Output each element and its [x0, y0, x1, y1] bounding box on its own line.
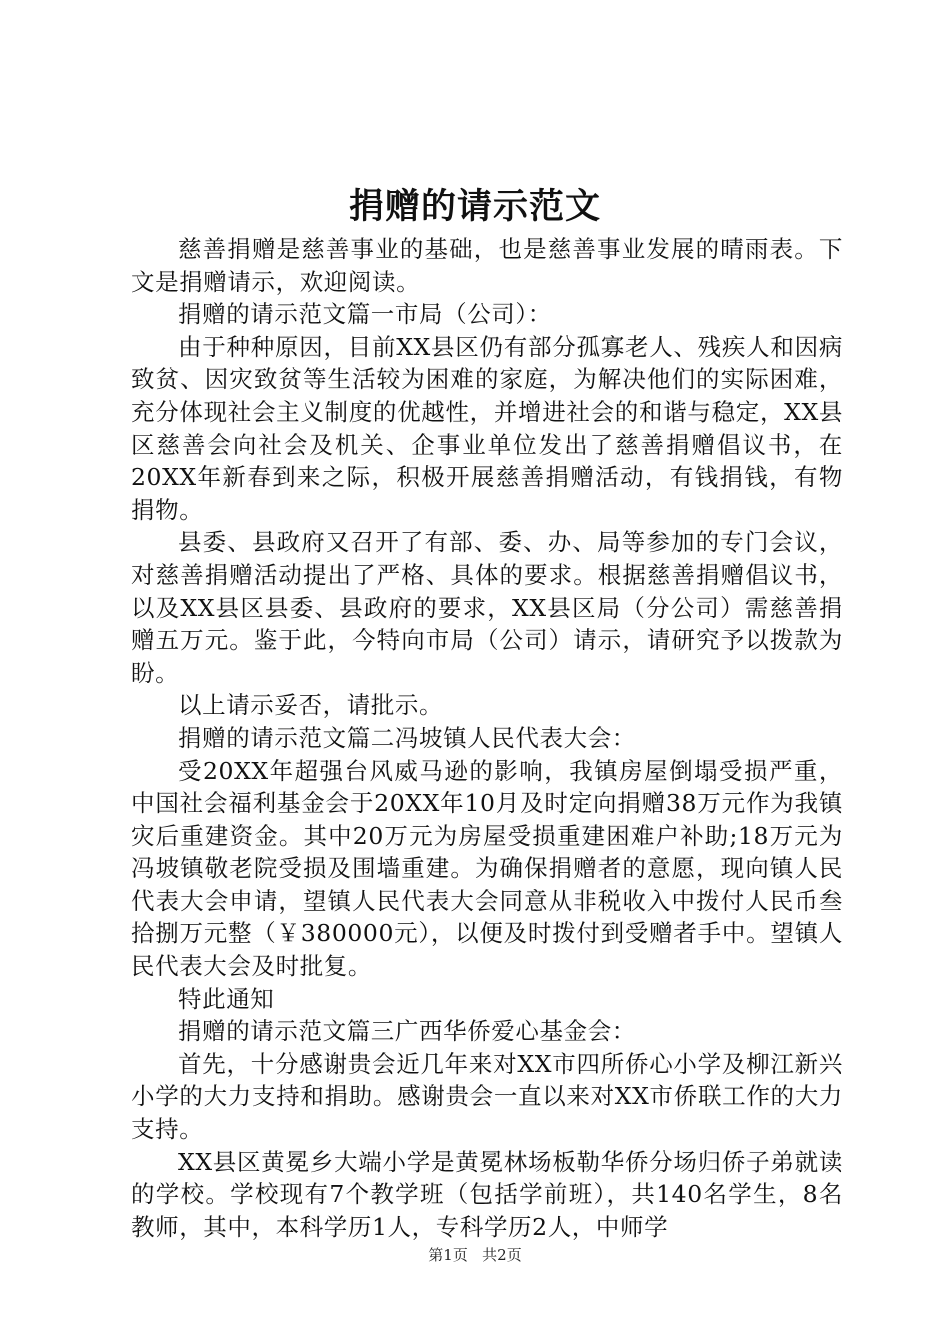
paragraph-2-closing: 特此通知: [178, 984, 275, 1013]
paragraph-heading-2: 捐赠的请示范文篇二冯坡镇人民代表大会：: [178, 723, 636, 752]
paragraph-1-reason: 由于种种原因，目前XX县区仍有部分孤寡老人、残疾人和因病致贫、因灾致贫等生活较为困难的家庭，为解决他们的实际困难，充分体现社会主义制度的优越性，并增进社会的和谐与稳定，XX县区慈善会向社会及机关、企事业单位发出了慈善捐赠倡议书，在20XX年新春到来之际，积极开展慈善捐赠活动，有钱捐钱，有物捐物。: [131, 332, 843, 524]
paragraph-1-closing: 以上请示妥否，请批示。: [178, 691, 444, 720]
paragraph-heading-1: 捐赠的请示范文篇一市局（公司）：: [178, 300, 552, 329]
paragraph-3-school: XX县区黄冕乡大端小学是黄冕林场板勒华侨分场归侨子弟就读的学校。学校现有7个教学班（包括学前班），共140名学生，8名教师，其中，本科学历1人，专科学历2人，中师学: [131, 1147, 843, 1241]
paragraph-heading-3: 捐赠的请示范文篇三广西华侨爱心基金会：: [178, 1017, 636, 1046]
paragraph-3-thanks: 首先，十分感谢贵会近几年来对XX市四所侨心小学及柳江新兴小学的大力支持和捐助。感谢贵会一直以来对XX市侨联工作的大力支持。: [131, 1049, 843, 1144]
document-body: [131, 233, 843, 1243]
paragraph-intro: 慈善捐赠是慈善事业的基础，也是慈善事业发展的晴雨表。下文是捐赠请示，欢迎阅读。: [131, 235, 843, 296]
paragraph-1-request: 县委、县政府又召开了有部、委、办、局等参加的专门会议，对慈善捐赠活动提出了严格、具体的要求。根据慈善捐赠倡议书，以及XX县区县委、县政府的要求，XX县区局（分公司）需慈善捐赠五万元。鉴于此，今特向市局（公司）请示，请研究予以拨款为盼。: [131, 528, 843, 687]
page-number-total: 共2页: [482, 1246, 522, 1264]
paragraph-2-body: 受20XX年超强台风威马逊的影响，我镇房屋倒塌受损严重，中国社会福利基金会于20XX年10月及时定向捐赠38万元作为我镇灾后重建资金。其中20万元为房屋受损重建困难户补助;18万元为冯坡镇敬老院受损及围墙重建。为确保捐赠者的意愿，现向镇人民代表大会申请，望镇人民代表大会同意从非税收入中拨付人民币叁拾捌万元整（￥380000元），以便及时拨付到受赠者手中。望镇人民代表大会及时批复。: [131, 756, 843, 981]
page-footer: [0, 1244, 950, 1266]
footer-separator: [473, 1246, 478, 1264]
document-title: 捐赠的请示范文: [348, 187, 601, 227]
page-number-current: 第1页: [428, 1246, 468, 1264]
